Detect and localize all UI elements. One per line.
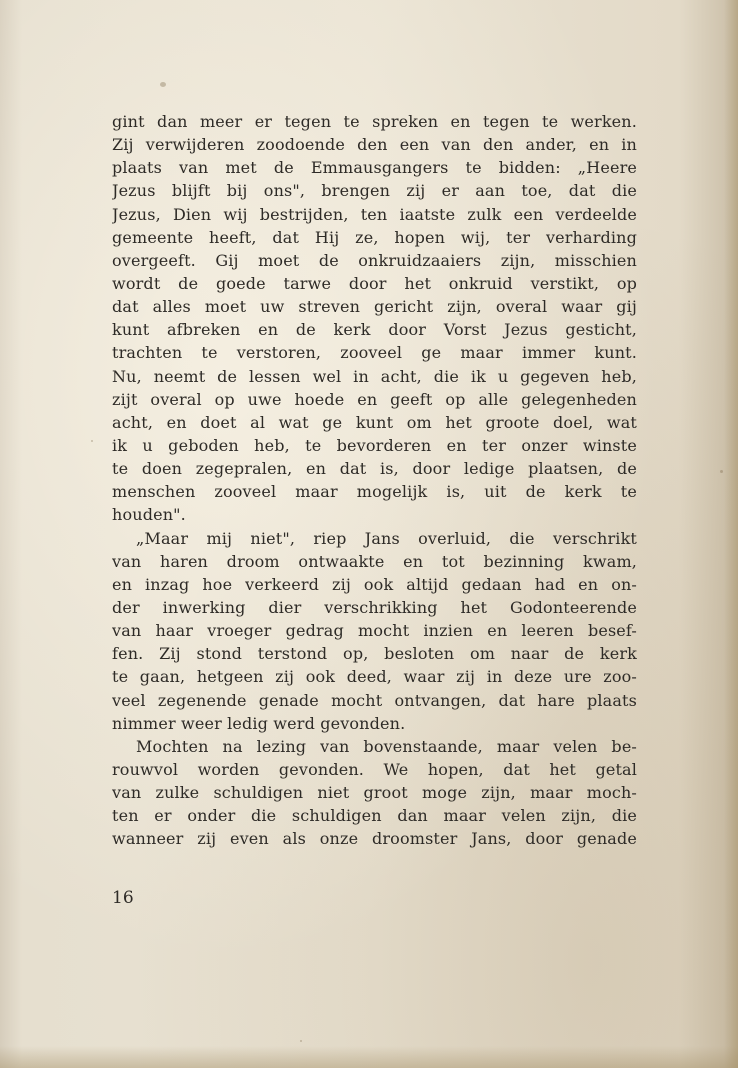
text-line: dat alles moet uw streven gericht zijn, overal waar gij xyxy=(112,297,637,317)
text-line: gint dan meer er tegen te spreken en tegen te werken. xyxy=(112,112,637,131)
text-line: veel zegenende genade mocht ontvangen, dat hare plaats xyxy=(112,690,637,710)
text-line: acht, en doet al wat ge kunt om het groote doel, wat xyxy=(112,412,637,432)
text-line: fen. Zij stond terstond op, besloten om naar de kerk xyxy=(112,644,637,664)
text-line: houden". xyxy=(112,505,186,525)
text-line: trachten te verstoren, zooveel ge maar immer kunt. xyxy=(112,343,637,363)
page-bottom-shadow xyxy=(0,1046,738,1068)
text-line: rouwvol worden gevonden. We hopen, dat het getal xyxy=(112,759,637,779)
paper-speck xyxy=(300,1040,302,1042)
text-line: wanneer zij even als onze droomster Jans, door genade xyxy=(112,829,637,849)
text-line: Jezus blijft bij ons", brengen zij er aan toe, dat die xyxy=(112,181,637,201)
text-line: wordt de goede tarwe door het onkruid verstikt, op xyxy=(112,273,637,293)
text-line: nimmer weer ledig werd gevonden. xyxy=(112,713,406,733)
body-text xyxy=(112,110,637,851)
text-line: zijt overal op uwe hoede en geeft op alle gelegenheden xyxy=(112,389,637,409)
text-line: Zij verwijderen zoodoende den een van den ander, en in xyxy=(112,135,637,155)
text-line: Nu, neemt de lessen wel in acht, die ik u gegeven heb, xyxy=(112,366,637,386)
text-line: der inwerking dier verschrikking het Godonteerende xyxy=(112,597,637,617)
page-edge-shadow xyxy=(724,0,738,1068)
text-line: ik u geboden heb, te bevorderen en ter onzer winste xyxy=(112,435,637,455)
text-line: kunt afbreken en de kerk door Vorst Jezus gesticht, xyxy=(112,320,637,340)
text-line: Mochten na lezing van bovenstaande, maar velen be- xyxy=(136,736,637,756)
page-number: 16 xyxy=(112,888,134,908)
paper-speck xyxy=(160,82,166,87)
paper-speck xyxy=(720,470,723,473)
text-line: te gaan, hetgeen zij ook deed, waar zij in deze ure zoo- xyxy=(112,667,637,687)
text-line: overgeeft. Gij moet de onkruidzaaiers zijn, misschien xyxy=(112,250,637,270)
text-line: van haar vroeger gedrag mocht inzien en leeren besef- xyxy=(112,621,637,641)
text-line: van zulke schuldigen niet groot moge zijn, maar moch- xyxy=(112,783,637,803)
text-line: gemeente heeft, dat Hij ze, hopen wij, ter verharding xyxy=(112,227,637,247)
text-line: plaats van met de Emmausgangers te bidden: „Heere xyxy=(112,158,637,178)
text-line: te doen zegepralen, en dat is, door ledige plaatsen, de xyxy=(112,459,637,479)
text-line: ten er onder die schuldigen dan maar velen zijn, die xyxy=(112,806,637,826)
paper-speck xyxy=(91,440,93,442)
text-line: „Maar mij niet", riep Jans overluid, die verschrikt xyxy=(136,528,637,548)
text-line: menschen zooveel maar mogelijk is, uit de kerk te xyxy=(112,482,637,502)
text-line: en inzag hoe verkeerd zij ook altijd gedaan had en on- xyxy=(112,574,637,594)
text-line: van haren droom ontwaakte en tot bezinning kwam, xyxy=(112,551,637,571)
text-line: Jezus, Dien wij bestrijden, ten iaatste zulk een verdeelde xyxy=(112,204,637,224)
